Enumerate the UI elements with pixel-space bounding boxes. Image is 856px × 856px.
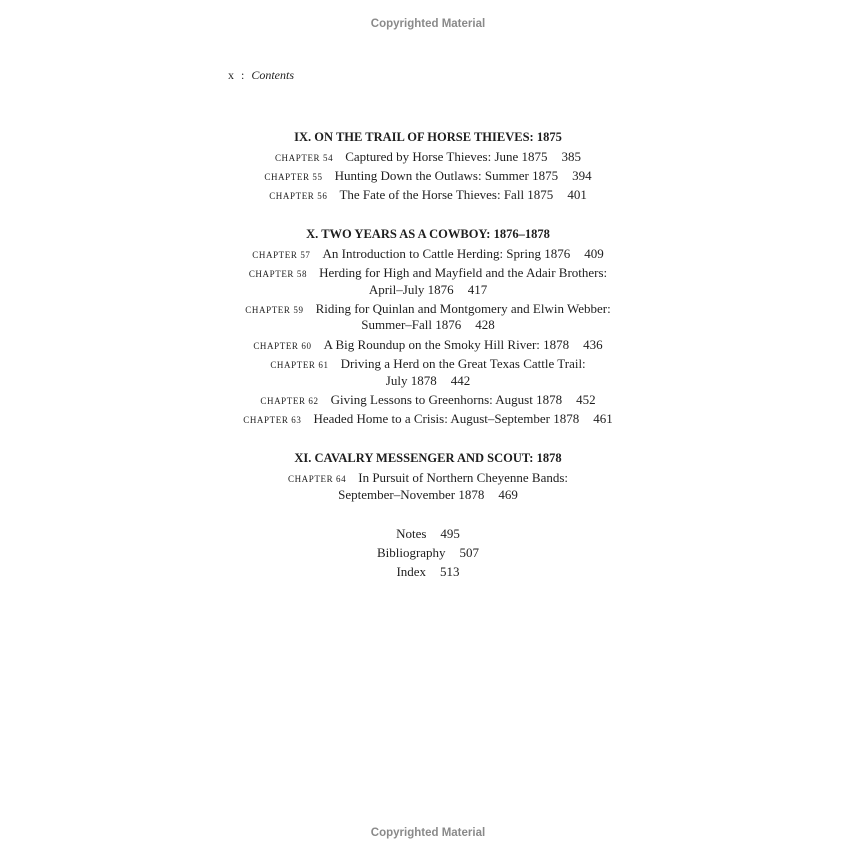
back-matter-page: 507	[459, 545, 480, 560]
chapter-page: 436	[583, 337, 603, 352]
chapter-label: CHAPTER 64	[287, 474, 347, 484]
chapter-label: CHAPTER 54	[274, 153, 334, 163]
chapter-title-continued: July 1878	[385, 373, 437, 388]
chapter-title: An Introduction to Cattle Herding: Spring 1876	[322, 246, 571, 261]
back-matter-title: Index	[396, 564, 427, 579]
chapter-title: Riding for Quinlan and Montgomery and Elwin Webber:	[315, 301, 611, 316]
copyright-watermark-top: Copyrighted Material	[370, 18, 486, 30]
toc-entry-chapter-61-continued	[0, 373, 856, 389]
chapter-label: CHAPTER 60	[253, 341, 312, 351]
chapter-label: CHAPTER 62	[260, 396, 319, 406]
back-matter-title: Notes	[396, 526, 427, 541]
back-matter-title: Bibliography	[376, 545, 446, 560]
chapter-label: CHAPTER 56	[269, 191, 328, 201]
toc-entry-chapter-62	[0, 392, 856, 409]
chapter-page: 452	[576, 392, 596, 407]
chapter-title: Driving a Herd on the Great Texas Cattle Trail:	[340, 356, 586, 371]
toc-entry-chapter-55	[0, 168, 856, 185]
chapter-page: 469	[498, 487, 518, 502]
chapter-page: 385	[561, 149, 582, 164]
part-title-xi: XI. CAVALRY MESSENGER AND SCOUT: 1878	[294, 451, 562, 465]
toc-entry-chapter-60	[0, 337, 856, 354]
chapter-title: In Pursuit of Northern Cheyenne Bands:	[358, 470, 569, 485]
toc-entry-chapter-58	[0, 265, 856, 282]
chapter-title: Captured by Horse Thieves: June 1875	[345, 149, 548, 164]
chapter-page: 409	[584, 246, 604, 261]
chapter-page: 417	[467, 282, 488, 297]
chapter-page: 428	[475, 317, 495, 332]
toc-entry-index	[0, 564, 856, 580]
toc-entry-chapter-59	[0, 301, 856, 318]
toc-entry-chapter-57	[0, 246, 856, 263]
toc-entry-chapter-61	[0, 356, 856, 373]
chapter-title: Giving Lessons to Greenhorns: August 1878	[330, 392, 563, 407]
running-head-label: Contents	[251, 68, 295, 82]
chapter-title: The Fate of the Horse Thieves: Fall 1875	[339, 187, 554, 202]
running-head-separator: :	[241, 68, 245, 82]
toc-entry-chapter-64	[0, 470, 856, 487]
chapter-title: Headed Home to a Crisis: August–September 1878	[313, 411, 580, 426]
page-folio: x	[228, 68, 234, 82]
chapter-label: CHAPTER 63	[243, 415, 302, 425]
chapter-title: Herding for High and Mayfield and the Adair Brothers:	[319, 265, 608, 280]
chapter-label: CHAPTER 61	[270, 360, 329, 370]
chapter-title-continued: Summer–Fall 1876	[361, 317, 462, 332]
chapter-label: CHAPTER 55	[264, 172, 323, 182]
running-head	[228, 68, 294, 83]
toc-entry-chapter-59-continued	[0, 317, 856, 333]
toc-entry-chapter-58-continued	[0, 282, 856, 298]
chapter-title-continued: April–July 1876	[368, 282, 454, 297]
chapter-page: 401	[567, 187, 587, 202]
chapter-page: 461	[593, 411, 613, 426]
toc-entry-notes	[0, 526, 856, 542]
chapter-label: CHAPTER 59	[245, 305, 304, 315]
back-matter-page: 495	[440, 526, 460, 541]
chapter-page: 442	[450, 373, 471, 388]
chapter-title-continued: September–November 1878	[338, 487, 485, 502]
chapter-title: A Big Roundup on the Smoky Hill River: 1878	[323, 337, 570, 352]
copyright-watermark-bottom: Copyrighted Material	[370, 827, 486, 839]
part-title-x: X. TWO YEARS AS A COWBOY: 1876–1878	[306, 227, 550, 241]
chapter-label: CHAPTER 57	[252, 250, 311, 260]
chapter-label: CHAPTER 58	[248, 269, 308, 279]
back-matter-page: 513	[440, 564, 460, 579]
toc-entry-chapter-64-continued	[0, 487, 856, 503]
chapter-title: Hunting Down the Outlaws: Summer 1875	[334, 168, 559, 183]
toc-entry-chapter-54	[0, 149, 856, 166]
toc-entry-bibliography	[0, 545, 856, 561]
chapter-page: 394	[572, 168, 592, 183]
toc-entry-chapter-56	[0, 187, 856, 204]
toc-entry-chapter-63	[0, 411, 856, 428]
part-title-ix: IX. ON THE TRAIL OF HORSE THIEVES: 1875	[294, 130, 562, 144]
